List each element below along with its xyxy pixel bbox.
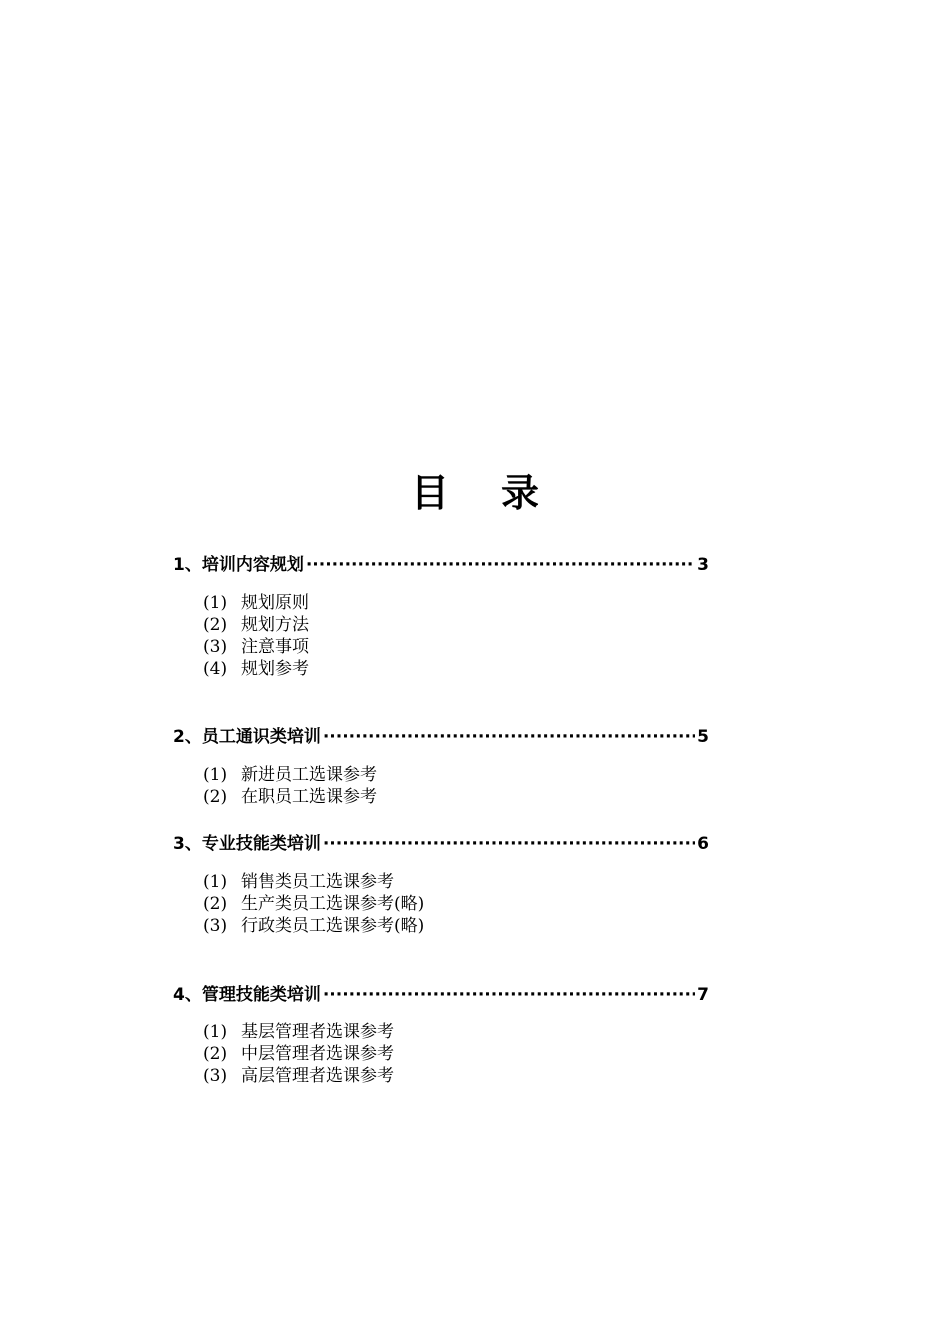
- list-item[interactable]: [203, 614, 309, 636]
- list-item-number: (2): [203, 615, 228, 635]
- list-item-number: (1): [203, 593, 228, 613]
- list-item-text: 规划方法: [241, 615, 309, 635]
- list-item-text: 规划原则: [241, 593, 309, 613]
- list-item[interactable]: [203, 786, 377, 808]
- list-item[interactable]: [203, 1065, 394, 1087]
- list-item-text: 在职员工选课参考: [241, 787, 377, 807]
- list-item-text: 注意事项: [241, 637, 309, 657]
- list-item[interactable]: [203, 658, 309, 680]
- list-item-text: 高层管理者选课参考: [241, 1066, 394, 1086]
- toc-subsection-list-2: [203, 764, 377, 808]
- list-item-number: (3): [203, 1066, 228, 1086]
- list-item[interactable]: [203, 592, 309, 614]
- list-item-number: (2): [203, 894, 228, 914]
- list-item-number: (4): [203, 659, 228, 679]
- toc-section-label: 1、培训内容规划: [173, 555, 304, 575]
- list-item-number: (1): [203, 1022, 228, 1042]
- toc-page-number: 6: [697, 834, 709, 854]
- list-item-number: (2): [203, 787, 228, 807]
- toc-section-1[interactable]: [173, 550, 709, 574]
- toc-dot-leader: [323, 985, 695, 1005]
- list-item-number: (1): [203, 872, 228, 892]
- toc-subsection-list-1: [203, 592, 309, 680]
- toc-section-label: 4、管理技能类培训: [173, 985, 321, 1005]
- list-item-number: (1): [203, 765, 228, 785]
- toc-dot-leader: [323, 727, 695, 747]
- list-item-text: 基层管理者选课参考: [241, 1022, 394, 1042]
- toc-page-number: 5: [697, 727, 709, 747]
- toc-title: 目录: [410, 471, 591, 515]
- list-item[interactable]: [203, 871, 424, 893]
- toc-page-number: 3: [697, 555, 709, 575]
- list-item-text: 新进员工选课参考: [241, 765, 377, 785]
- list-item[interactable]: [203, 636, 309, 658]
- list-item[interactable]: [203, 1043, 394, 1065]
- list-item-number: (3): [203, 637, 228, 657]
- list-item-text: 行政类员工选课参考(略): [241, 916, 425, 936]
- toc-section-label: 3、专业技能类培训: [173, 834, 321, 854]
- toc-dot-leader: [306, 555, 695, 575]
- toc-section-2[interactable]: [173, 722, 709, 746]
- toc-section-4[interactable]: [173, 980, 709, 1004]
- list-item-number: (2): [203, 1044, 228, 1064]
- toc-subsection-list-3: [203, 871, 424, 937]
- toc-section-3[interactable]: [173, 829, 709, 853]
- list-item[interactable]: [203, 915, 424, 937]
- toc-subsection-list-4: [203, 1021, 394, 1087]
- list-item-number: (3): [203, 916, 228, 936]
- toc-page-number: 7: [697, 985, 709, 1005]
- list-item-text: 规划参考: [241, 659, 309, 679]
- toc-dot-leader: [323, 834, 695, 854]
- list-item-text: 生产类员工选课参考(略): [241, 894, 425, 914]
- list-item-text: 销售类员工选课参考: [241, 872, 394, 892]
- toc-section-label: 2、员工通识类培训: [173, 727, 321, 747]
- list-item-text: 中层管理者选课参考: [241, 1044, 394, 1064]
- list-item[interactable]: [203, 764, 377, 786]
- list-item[interactable]: [203, 1021, 394, 1043]
- list-item[interactable]: [203, 893, 424, 915]
